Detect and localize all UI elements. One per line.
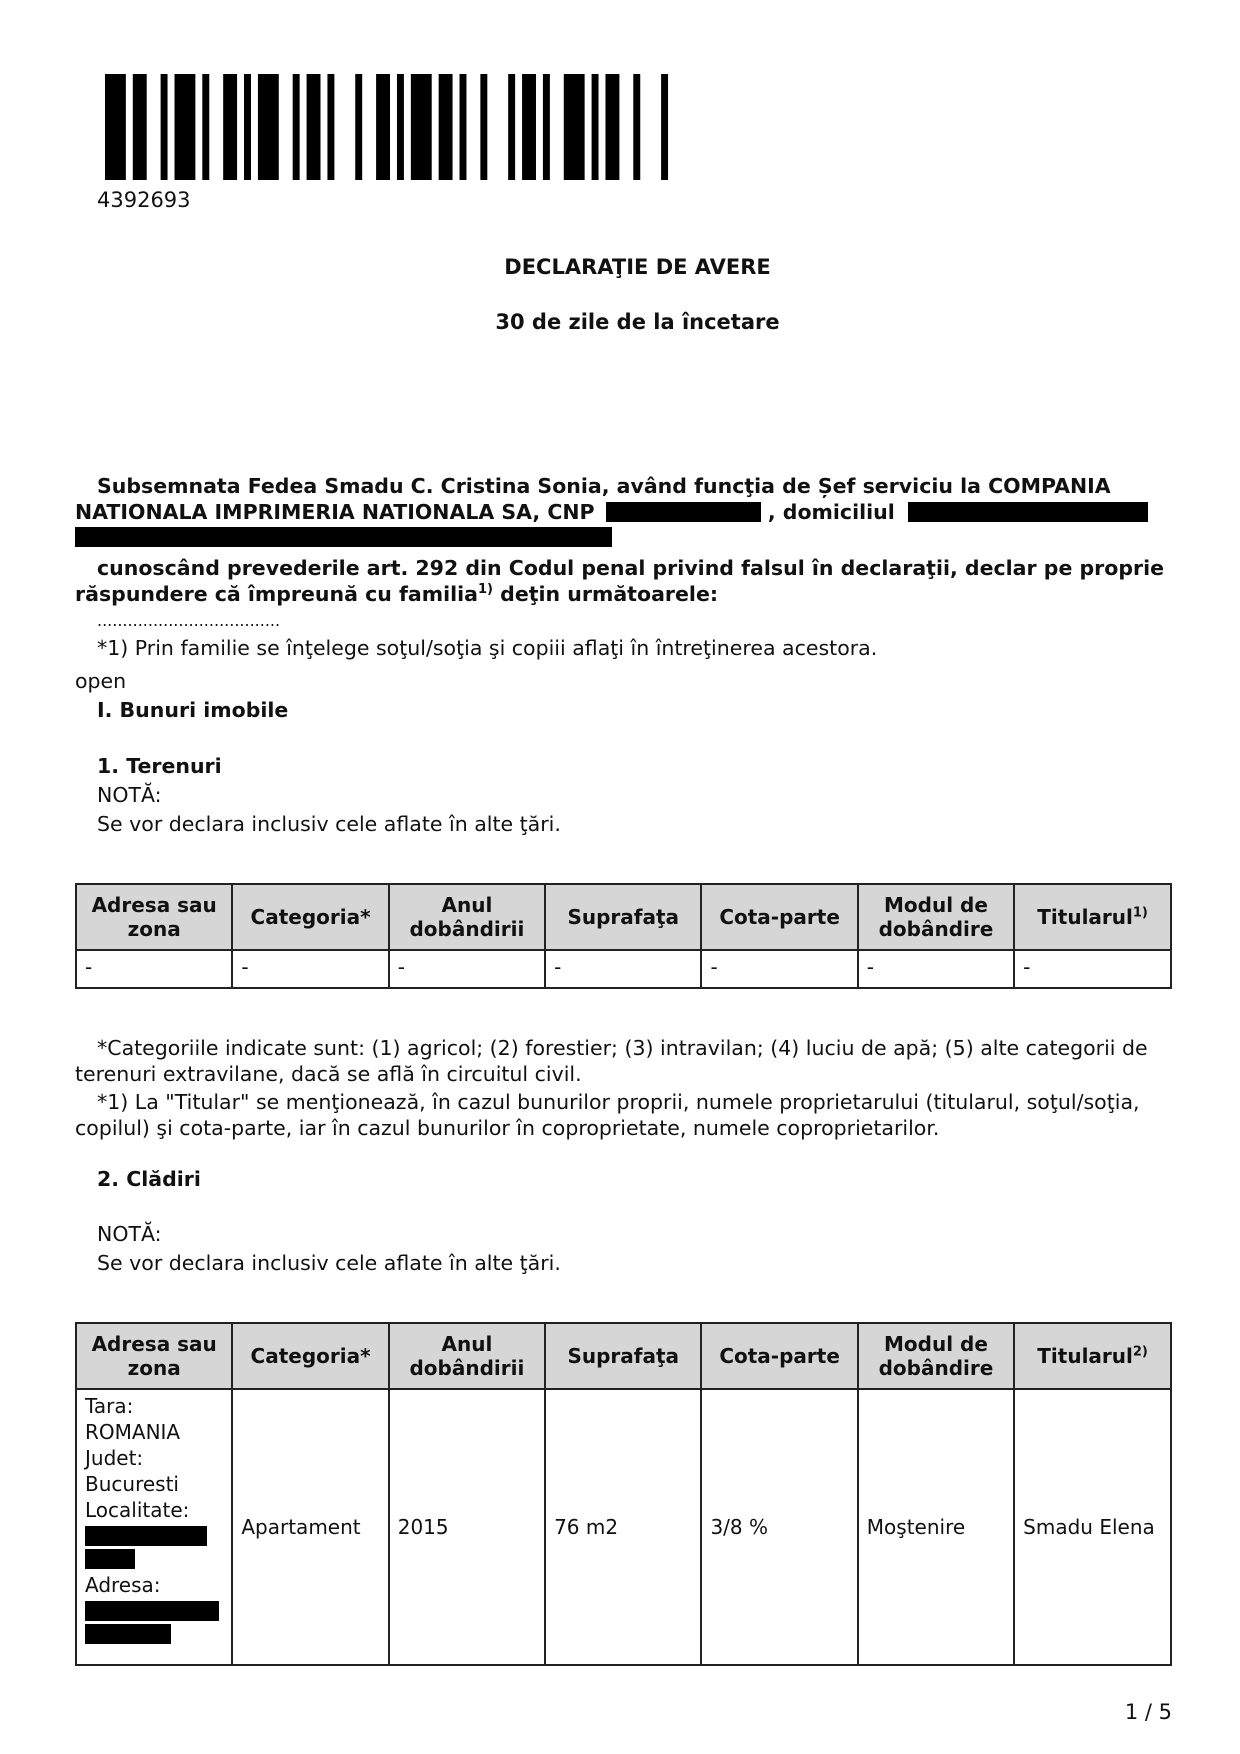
intro-line-4-post: deţin următoarele: bbox=[493, 582, 719, 606]
open-label: open bbox=[75, 669, 127, 693]
header-adresa: Adresa sau zona bbox=[76, 1323, 232, 1389]
header-suprafata: Suprafaţa bbox=[545, 884, 701, 950]
redacted-address-part-2 bbox=[75, 527, 612, 547]
judet-value: Bucuresti bbox=[85, 1472, 179, 1496]
header-titular bbox=[1014, 884, 1171, 950]
cell-anul: - bbox=[389, 950, 545, 988]
intro-line-2-text: NATIONALA IMPRIMERIA NATIONALA SA, CNP bbox=[75, 500, 595, 524]
header-titular-text: Titularul bbox=[1037, 905, 1133, 929]
table-row bbox=[76, 950, 1171, 988]
header-modul: Modul de dobândire bbox=[858, 1323, 1014, 1389]
adresa-label: Adresa: bbox=[85, 1573, 161, 1597]
intro-line-4 bbox=[75, 581, 1175, 607]
redacted-localitate-1 bbox=[85, 1526, 207, 1546]
cell-adresa: - bbox=[76, 950, 232, 988]
cell-categoria: - bbox=[232, 950, 388, 988]
document-title: DECLARAŢIE DE AVERE bbox=[504, 255, 771, 279]
barcode-number: 4392693 bbox=[97, 188, 191, 212]
header-anul: Anul dobândirii bbox=[389, 1323, 545, 1389]
localitate-label: Localitate: bbox=[85, 1498, 190, 1522]
page-number: 1 / 5 bbox=[1124, 1700, 1172, 1724]
cell-modul: Moştenire bbox=[858, 1389, 1014, 1665]
header-suprafata: Suprafaţa bbox=[545, 1323, 701, 1389]
header-titular-text: Titularul bbox=[1037, 1344, 1133, 1368]
redacted-adresa-2 bbox=[85, 1624, 171, 1644]
header-modul: Modul de dobândire bbox=[858, 884, 1014, 950]
tara-label: Tara: bbox=[85, 1394, 134, 1418]
nota-label-1: NOTĂ: bbox=[97, 783, 162, 807]
header-titular-sup: 1) bbox=[1132, 905, 1148, 921]
cell-cota-parte: - bbox=[701, 950, 857, 988]
header-titular-sup: 2) bbox=[1132, 1344, 1148, 1360]
nota-label-2: NOTĂ: bbox=[97, 1222, 162, 1246]
document-subtitle: 30 de zile de la încetare bbox=[495, 310, 780, 334]
dotted-line: .................................... bbox=[97, 611, 281, 630]
header-categoria: Categoria* bbox=[232, 1323, 388, 1389]
redacted-address-part-1 bbox=[908, 502, 1148, 522]
terenuri-table bbox=[75, 883, 1172, 989]
cell-modul: - bbox=[858, 950, 1014, 988]
header-titular bbox=[1014, 1323, 1171, 1389]
titular-note-line-1: *1) La "Titular" se menţionează, în cazul bunurilor proprii, numele proprietarului (titularul, soţul/soţia, bbox=[97, 1090, 1140, 1114]
table-header-row bbox=[76, 1323, 1171, 1389]
header-categoria: Categoria* bbox=[232, 884, 388, 950]
header-cota-parte: Cota-parte bbox=[701, 1323, 857, 1389]
cell-suprafata: 76 m2 bbox=[545, 1389, 701, 1665]
titular-note-line-2: copilul) şi cota-parte, iar în cazul bunurilor în coproprietate, numele coproprietarilor. bbox=[75, 1116, 940, 1140]
judet-label: Judet: bbox=[85, 1446, 144, 1470]
header-cota-parte: Cota-parte bbox=[701, 884, 857, 950]
section-title-bunuri-imobile: I. Bunuri imobile bbox=[97, 698, 289, 722]
footnote-marker: 1) bbox=[478, 582, 494, 598]
nota-text-2: Se vor declara inclusiv cele aflate în alte ţări. bbox=[97, 1251, 561, 1275]
subsection-title-cladiri: 2. Clădiri bbox=[97, 1167, 201, 1191]
subsection-title-terenuri: 1. Terenuri bbox=[97, 754, 222, 778]
intro-line-3: cunoscând prevederile art. 292 din Codul penal privind falsul în declaraţii, declar pe proprie bbox=[97, 556, 1165, 580]
family-footnote: *1) Prin familie se înţelege soţul/soţia şi copiii aflaţi în întreţinerea acestora. bbox=[97, 636, 878, 660]
header-adresa: Adresa sau zona bbox=[76, 884, 232, 950]
cell-anul: 2015 bbox=[389, 1389, 545, 1665]
cell-suprafata: - bbox=[545, 950, 701, 988]
cell-titular: Smadu Elena bbox=[1014, 1389, 1171, 1665]
cladiri-table bbox=[75, 1322, 1172, 1666]
nota-text-1: Se vor declara inclusiv cele aflate în alte ţări. bbox=[97, 812, 561, 836]
intro-line-2-domiciliu: , domiciliul bbox=[767, 500, 895, 524]
barcode bbox=[105, 74, 675, 180]
cell-adresa bbox=[76, 1389, 232, 1665]
categorii-note-line-2: terenuri extravilane, dacă se află în circuitul civil. bbox=[75, 1062, 582, 1086]
cell-titular: - bbox=[1014, 950, 1171, 988]
header-anul: Anul dobândirii bbox=[389, 884, 545, 950]
categorii-note-line-1: *Categoriile indicate sunt: (1) agricol; (2) forestier; (3) intravilan; (4) luciu de apă; (5) alte categorii de bbox=[97, 1036, 1148, 1060]
intro-line-2 bbox=[75, 499, 1175, 525]
cell-categoria: Apartament bbox=[232, 1389, 388, 1665]
tara-value: ROMANIA bbox=[85, 1420, 181, 1444]
intro-line-1: Subsemnata Fedea Smadu C. Cristina Sonia, având funcţia de Șef serviciu la COMPANIA bbox=[97, 474, 1111, 498]
redacted-localitate-2 bbox=[85, 1549, 135, 1569]
intro-line-4-pre: răspundere că împreună cu familia bbox=[75, 582, 479, 606]
table-row bbox=[76, 1389, 1171, 1665]
redacted-adresa-1 bbox=[85, 1601, 219, 1621]
table-header-row bbox=[76, 884, 1171, 950]
redacted-cnp bbox=[606, 502, 761, 522]
cell-cota-parte: 3/8 % bbox=[701, 1389, 857, 1665]
